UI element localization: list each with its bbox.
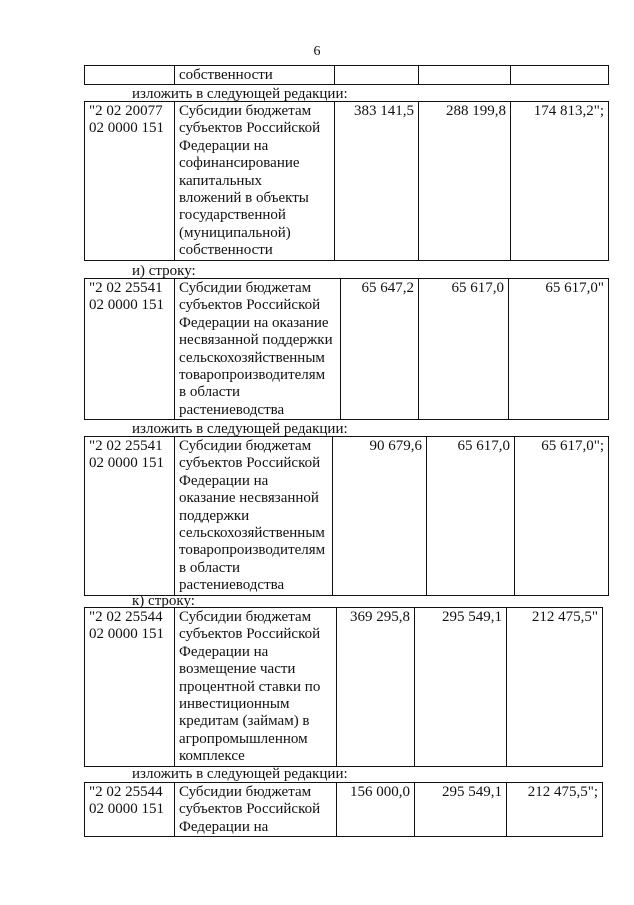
description-line: процентной ставки по (179, 678, 321, 695)
value-1-cell: 383 141,5 (335, 102, 419, 261)
instruction-note: и) строку: (132, 263, 196, 279)
description-line: агропромышленном (179, 730, 308, 747)
budget-table-row-25544-new (84, 782, 603, 837)
description-line: Федерации на (179, 472, 269, 489)
description-line: Субсидии бюджетам (179, 103, 312, 119)
description-cell (175, 608, 337, 767)
budget-table-row-25541-new (84, 436, 609, 596)
description-line: Федерации на (179, 643, 269, 660)
value-2-cell: 295 549,1 (415, 608, 507, 767)
description-line: Федерации на (179, 818, 269, 835)
value-3-cell: 174 813,2"; (511, 102, 609, 261)
code-line: 02 0000 151 (89, 626, 164, 643)
value-3-cell: 212 475,5" (507, 608, 603, 767)
description-line: товаропроизводителям (179, 367, 326, 384)
description-line: сельскохозяйственным (179, 349, 325, 366)
description-line: Субсидии бюджетам (179, 609, 312, 625)
code-line: 02 0000 151 (89, 120, 164, 137)
budget-table-row-20077-new (84, 101, 609, 261)
description-line: субъектов Российской (179, 626, 321, 643)
value-3-cell (511, 66, 609, 85)
code-line: 02 0000 151 (89, 297, 164, 314)
description-line: растениеводства (179, 401, 285, 418)
value-3-cell: 65 617,0" (509, 279, 609, 420)
description-line: субъектов Российской (179, 455, 321, 472)
table-row (85, 66, 609, 85)
budget-table-continuation (84, 65, 609, 85)
description-line: капитальных (179, 172, 263, 189)
description-line: Субсидии бюджетам (179, 438, 312, 454)
classification-code-cell (85, 102, 175, 261)
description-line: в области (179, 559, 240, 576)
instruction-note: изложить в следующей редакции: (132, 421, 348, 437)
value-1-cell: 90 679,6 (333, 437, 427, 596)
description-line: растениеводства (179, 577, 285, 594)
code-line: 02 0000 151 (89, 455, 164, 472)
description-line: собственности (179, 67, 273, 83)
description-line: вложений в объекты (179, 190, 309, 207)
description-line: товаропроизводителям (179, 542, 326, 559)
value-1-cell: 156 000,0 (337, 783, 415, 837)
table-row (85, 102, 609, 261)
classification-code-cell (85, 437, 175, 596)
value-2-cell: 65 617,0 (419, 279, 509, 420)
description-line: сельскохозяйственным (179, 525, 325, 542)
description-line: государственной (179, 207, 286, 224)
description-line: возмещение части (179, 661, 296, 678)
description-line: в области (179, 384, 240, 401)
instruction-note: изложить в следующей редакции: (132, 766, 348, 782)
code-line: "2 02 25544 (89, 784, 163, 800)
description-line: софинансирование (179, 155, 300, 172)
value-1-cell (335, 66, 419, 85)
description-line: субъектов Российской (179, 801, 321, 818)
value-1-cell: 65 647,2 (341, 279, 419, 420)
table-row (85, 437, 609, 596)
value-2-cell: 65 617,0 (427, 437, 515, 596)
description-cell (175, 437, 333, 596)
value-1-cell: 369 295,8 (337, 608, 415, 767)
description-line: комплексе (179, 748, 245, 765)
description-cell (175, 66, 335, 85)
description-line: Субсидии бюджетам (179, 280, 312, 296)
description-line: Федерации на оказание (179, 314, 329, 331)
classification-code-cell (85, 608, 175, 767)
instruction-note: изложить в следующей редакции: (132, 86, 348, 102)
description-line: Федерации на (179, 137, 269, 154)
value-2-cell: 288 199,8 (419, 102, 511, 261)
code-line: "2 02 25541 (89, 438, 163, 454)
description-cell (175, 279, 341, 420)
classification-code-cell (85, 66, 175, 85)
code-line: "2 02 25541 (89, 280, 163, 296)
classification-code-cell (85, 279, 175, 420)
code-line: 02 0000 151 (89, 801, 164, 818)
budget-table-row-25541-old (84, 278, 609, 420)
description-line: оказание несвязанной (179, 490, 319, 507)
value-2-cell (419, 66, 511, 85)
description-cell (175, 783, 337, 837)
value-3-cell: 212 475,5"; (507, 783, 603, 837)
code-line: "2 02 25544 (89, 609, 163, 625)
description-line: инвестиционным (179, 696, 290, 713)
page-number: 6 (313, 44, 321, 59)
budget-table-row-25544-old (84, 607, 603, 767)
value-3-cell: 65 617,0"; (515, 437, 609, 596)
classification-code-cell (85, 783, 175, 837)
table-row (85, 783, 603, 837)
description-line: субъектов Российской (179, 120, 321, 137)
value-2-cell: 295 549,1 (415, 783, 507, 837)
description-line: несвязанной поддержки (179, 332, 333, 349)
code-line: "2 02 20077 (89, 103, 163, 119)
description-cell (175, 102, 335, 261)
description-line: поддержки (179, 507, 250, 524)
description-line: собственности (179, 242, 273, 259)
description-line: субъектов Российской (179, 297, 321, 314)
instruction-note: к) строку: (132, 593, 195, 609)
table-row (85, 608, 603, 767)
description-line: (муниципальной) (179, 224, 291, 241)
description-line: кредитам (займам) в (179, 713, 310, 730)
description-line: Субсидии бюджетам (179, 784, 312, 800)
table-row (85, 279, 609, 420)
